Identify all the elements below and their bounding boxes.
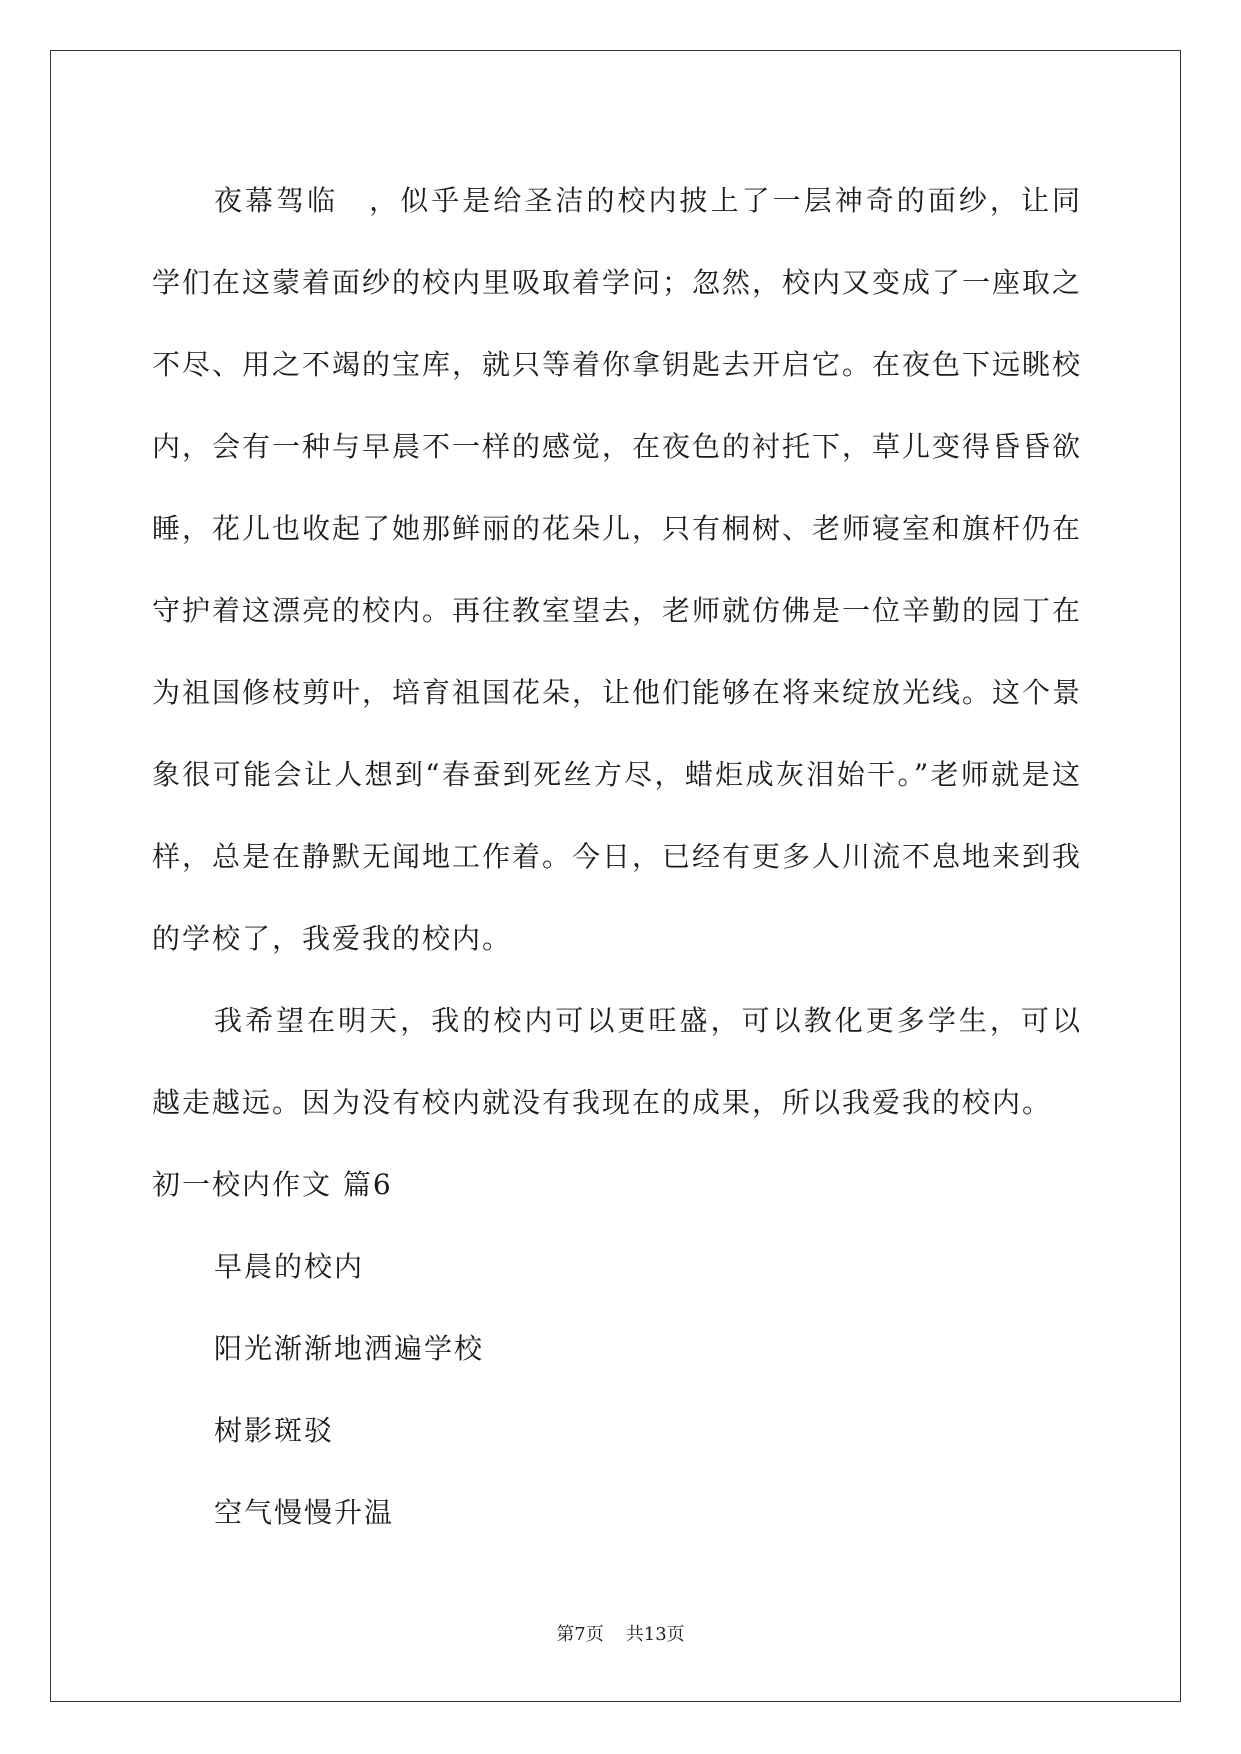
page-number-current: 第7页: [556, 1624, 604, 1645]
page-footer: [0, 1620, 1241, 1646]
poem-line: 早晨的校内: [214, 1250, 365, 1283]
poem-line: 空气慢慢升温: [214, 1496, 395, 1529]
paragraph-hope: 我希望在明天，我的校内可以更旺盛，可以教化更多学生，可以越走越远。因为没有校内就没有我现在的成果，所以我爱我的校内。: [152, 1004, 1082, 1119]
paragraph-night-campus: 夜幕驾临 ，似乎是给圣洁的校内披上了一层神奇的面纱，让同学们在这蒙着面纱的校内里吸取着学问；忽然，校内又变成了一座取之不尽、用之不竭的宝库，就只等着你拿钥匙去开启它。在夜色下远眺校内，会有一种与早晨不一样的感觉，在夜色的衬托下，草儿变得昏昏欲睡，花儿也收起了她那鲜丽的花朵儿，只有桐树、老师寝室和旗杆仍在守护着这漂亮的校内。再往教室望去，老师就仿佛是一位辛勤的园丁在为祖国修枝剪叶，培育祖国花朵，让他们能够在将来绽放光线。这个景象很可能会让人想到“春蚕到死丝方尽，蜡炬成灰泪始干。”老师就是这样，总是在静默无闻地工作着。今日，已经有更多人川流不息地来到我的学校了，我爱我的校内。: [152, 184, 1083, 955]
document-body: [152, 160, 1082, 1554]
section-heading: 初一校内作文 篇6: [152, 1168, 393, 1201]
page-number-total: 共13页: [625, 1624, 685, 1645]
poem-line: 树影斑驳: [214, 1414, 335, 1447]
poem-line: 阳光渐渐地洒遍学校: [214, 1332, 485, 1365]
